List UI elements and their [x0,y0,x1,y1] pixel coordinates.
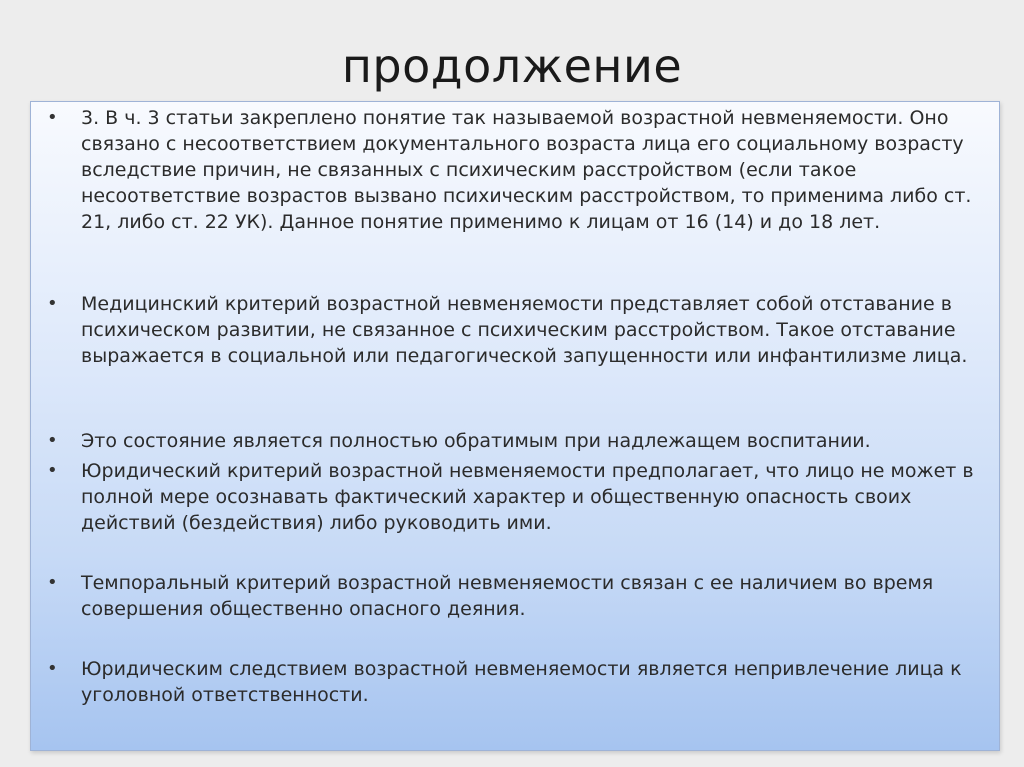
bullet-item-1 [47,105,977,235]
content-box [30,101,1000,751]
bullet-icon: • [47,460,58,481]
bullet-icon: • [47,430,58,451]
bullet-text: Это состояние является полностью обратимым при надлежащем воспитании. [81,430,871,452]
bullet-icon: • [47,293,58,314]
bullet-item-2 [47,291,977,369]
bullet-icon: • [47,107,58,128]
bullet-item-3 [47,428,977,454]
bullet-item-4 [47,458,977,536]
slide-title: продолжение [341,39,683,93]
bullet-text: Медицинский критерий возрастной невменяемости представляет собой отставание в психическом развитии, не связанное с психическим расстройством. Такое отставание выражается в социальной или педагогической запущенности или инфантилизме лица. [81,293,968,367]
bullet-icon: • [47,572,58,593]
bullet-text: Юридическим следствием возрастной невменяемости является непривлечение лица к уголовной ответственности. [81,658,962,706]
bullet-item-6 [47,656,977,708]
bullet-text: Юридический критерий возрастной невменяемости предполагает, что лицо не может в полной мере осознавать фактический характер и общественную опасность своих действий (бездействия) либо руководить ими. [81,460,974,534]
bullet-icon: • [47,658,58,679]
bullet-text: Темпоральный критерий возрастной невменяемости связан с ее наличием во время совершения общественно опасного деяния. [81,572,934,620]
bullet-item-5 [47,570,977,622]
bullet-text: 3. В ч. 3 статьи закреплено понятие так называемой возрастной невменяемости. Оно связано с несоответствием документального возраста лица его социальному возрасту вследствие причин, не связанных с психическим расстройством (если такое несоответствие возрастов вызвано психическим расстройством, то применима либо ст. 21, либо ст. 22 УК). Данное понятие применимо к лицам от 16 (14) и до 18 лет. [81,107,972,233]
